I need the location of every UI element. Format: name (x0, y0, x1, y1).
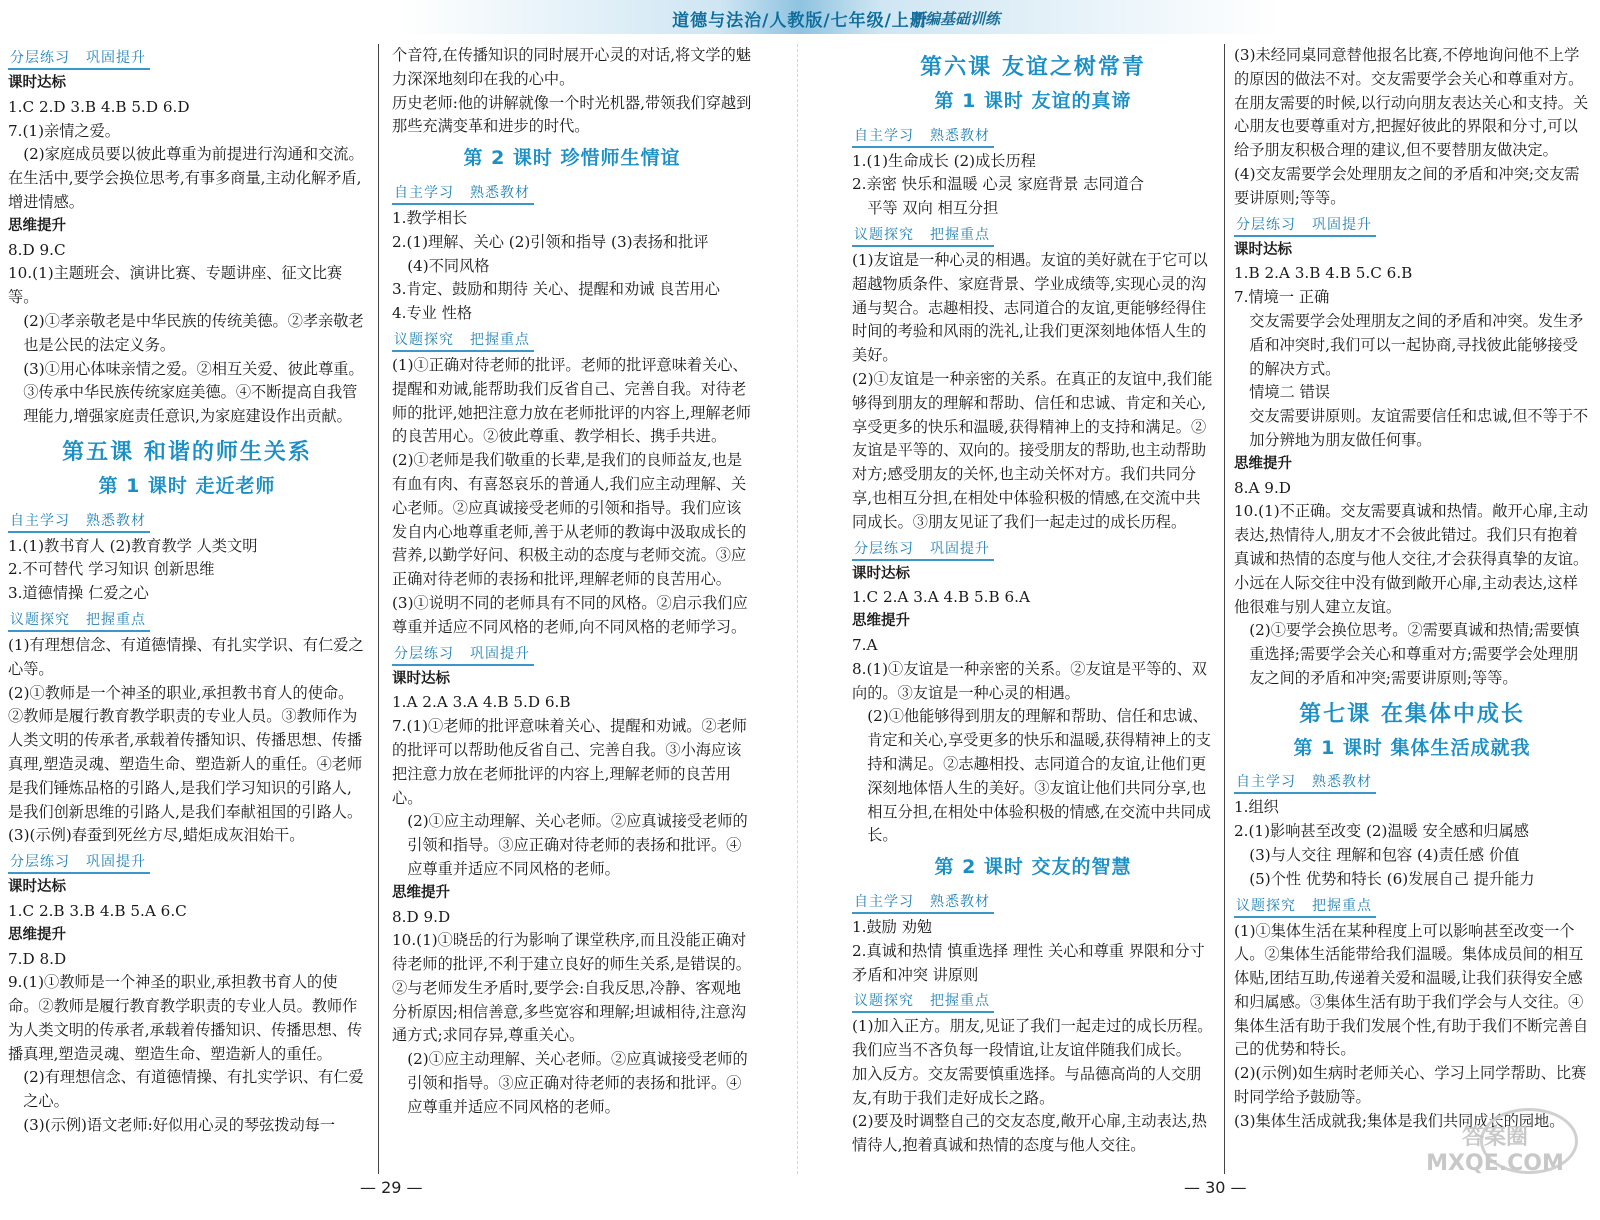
answer-line: (1)①正确对待老师的批评。老师的批评意味着关心、提醒和劝诫,能帮助我们反省自己、完善自我。对待老师的批评,她把注意力放在老师批评的内容上,理解老师的良苦用心。②彼此尊重、教学相长、携手共进。 (392, 355, 751, 446)
lesson-title: 第六课 友谊之树常青 (920, 55, 1146, 80)
section-label-sub: 巩固提升 (470, 645, 530, 662)
section-label-sub: 熟悉教材 (1312, 774, 1372, 791)
answer-line: (4)交友需要学会处理朋友之间的矛盾和冲突;交友需要讲原则;等等。 (1234, 164, 1580, 207)
section-label-sub: 巩固提升 (86, 50, 146, 66)
answer-line: (1)加入正方。朋友,见证了我们一起走过的成长历程。我们应当不吝负每一段情谊,让友谊伴随我们成长。 (852, 1017, 1213, 1060)
answer-line: (1)友谊是一种心灵的相遇。友谊的美好就在于它可以超越物质条件、家庭背景、学业成绩等,实现心灵的沟通与契合。志趣相投、志同道合的友谊,更能够经得住时间的考验和风雨的洗礼,让我们更深刻地体悟人生的美好。 (852, 250, 1208, 365)
answer-indented: (2)①孝亲敬老是中华民族的传统美德。②孝亲敬老也是公民的法定义务。 (23, 311, 364, 354)
answer-indented: 平等 双向 相互分担 (867, 199, 999, 218)
section-label-main: 议题探究 (10, 611, 70, 628)
section-label-main: 分层练习 (854, 540, 914, 557)
header-bar (0, 0, 1600, 34)
section-label (852, 892, 994, 914)
subsection-heading: 思维提升 (852, 613, 910, 630)
section-label (8, 48, 150, 70)
section-label (8, 610, 150, 632)
page-number-right: — 30 — (1184, 1178, 1247, 1197)
column-1 (8, 44, 366, 1138)
subsection-heading: 课时达标 (392, 670, 450, 687)
answer-line: 7.(1)亲情之爱。 (8, 121, 120, 140)
answer-indented: (3)与人交往 理解和包容 (4)责任感 价值 (1249, 845, 1520, 864)
answer-indented: (5)个性 优势和特长 (6)发展自己 提升能力 (1249, 869, 1535, 888)
period-title: 第 2 课时 珍惜师生情谊 (463, 147, 681, 170)
answer-line: (2)(示例)如生病时老师关心、学习上同学帮助、比赛时同学给予鼓励等。 (1234, 1064, 1587, 1107)
section-label-main: 自主学习 (10, 512, 70, 529)
answer-line: 8.(1)①友谊是一种亲密的关系。②友谊是平等的、双向的。③友谊是一种心灵的相遇。 (852, 659, 1207, 702)
section-label-sub: 熟悉教材 (930, 127, 990, 144)
section-label-row (8, 507, 366, 535)
answer-line: 8.D 9.C (8, 240, 66, 259)
answer-line: 个音符,在传播知识的同时展开心灵的对话,将文学的魅力深深地刻印在我的心中。 (392, 46, 751, 88)
answer-line: 7.(1)①老师的批评意味着关心、提醒和劝诫。②老师的批评可以帮助他反省自己、完善自我。③小海应该把注意力放在老师批评的内容上,理解老师的良苦用心。 (392, 717, 747, 807)
section-label-main: 议题探究 (854, 226, 914, 243)
subsection-heading: 思维提升 (392, 884, 450, 901)
section-label-sub: 巩固提升 (1312, 216, 1372, 233)
answer-indented: (2)①要学会换位思考。②需要真诚和热情;需要慎重选择;需要学会关心和尊重对方;需要学会处理朋友之间的矛盾和冲突;需要讲原则;等等。 (1249, 621, 1580, 687)
section-label (852, 539, 994, 561)
section-label (1234, 896, 1376, 918)
answer-line: 7.情境一 正确 (1234, 288, 1330, 307)
section-label-sub: 把握重点 (930, 226, 990, 243)
answer-line: 10.(1)主题班会、演讲比赛、专题讲座、征文比赛等。 (8, 264, 343, 307)
section-label-main: 分层练习 (1236, 216, 1296, 233)
period-title: 第 2 课时 交友的智慧 (934, 856, 1132, 879)
section-label-sub: 把握重点 (470, 331, 530, 348)
answer-line: (1)①集体生活在某种程度上可以影响甚至改变一个人。②集体生活能带给我们温暖。集体成员间的相互体贴,团结互助,传递着关爱和温暖,让我们获得安全感和归属感。③集体生活有助于我们学会与人交往。④集体生活有助于我们发展个性,有助于我们不断完善自己的优势和特长。 (1234, 921, 1589, 1059)
answer-line: (3)集体生活成就我;集体是我们共同成长的园地。 (1234, 1111, 1565, 1130)
answer-indented: 交友需要讲原则。友谊需要信任和忠诚,但不等于不加分辨地为朋友做任何事。 (1249, 407, 1589, 449)
answer-line: 10.(1)①晓岳的行为影响了课堂秩序,而且没能正确对待老师的批评,不利于建立良好的师生关系,是错误的。②与老师发生矛盾时,要学会:自我反思,冷静、客观地分析原因;相信善意,多些宽容和理解;坦诚相待,注意沟通方式;求同存异,尊重关心。 (392, 931, 751, 1045)
section-label (392, 183, 534, 205)
answer-line: 9.(1)①教师是一个神圣的职业,承担教书育人的使命。②教师是履行教育教学职责的专业人员。教师作为人类文明的传承者,承载着传播知识、传播思想、传播真理,塑造灵魂、塑造生命、塑造新人的重任。 (8, 973, 363, 1063)
section-label-main: 分层练习 (10, 854, 70, 871)
section-label-row (392, 640, 752, 668)
answer-line: 2.(1)影响甚至改变 (2)温暖 安全感和归属感 (1234, 822, 1529, 841)
section-label-row (1234, 768, 1590, 796)
section-label-main: 自主学习 (854, 127, 914, 144)
section-label-row (852, 221, 1214, 249)
answer-line: 1.组织 (1234, 798, 1279, 817)
answer-line: 10.(1)不正确。交友需要真诚和热情。敞开心扉,主动表达,热情待人,朋友才不会彼此错过。我们只有抱着真诚和热情的态度与他人交往,才会获得真挚的友谊。小远在人际交往中没有做到敞开心扉,主动表达,这样他很难与别人建立友谊。 (1234, 502, 1589, 616)
section-label-row (852, 122, 1214, 150)
section-label (852, 991, 994, 1013)
section-label-main: 议题探究 (1236, 897, 1296, 914)
answer-line: 1.B 2.A 3.B 4.B 5.C 6.B (1234, 264, 1413, 283)
answer-paragraph: (2)家庭成员要以彼此尊重为前提进行沟通和交流。在生活中,要学会换位思考,有事多商量,主动化解矛盾,增进情感。 (8, 145, 364, 211)
answer-indented: (2)①应主动理解、关心老师。②应真诚接受老师的引领和指导。③应正确对待老师的表扬和批评。④应尊重并适应不同风格的老师。 (407, 812, 748, 878)
answer-line: (2)①老师是我们敬重的长辈,是我们的良师益友,也是有血有肉、有喜怒哀乐的普通人,我们应主动理解、关心老师。②应真诚接受老师的引领和指导。我们应该发自内心地尊重老师,善于从老师的教诲中汲取成长的营养,以勤学好问、积极主动的态度与老师交流。③应正确对待老师的表扬和批评,理解老师的良苦用心。 (392, 451, 747, 589)
answer-line: 2.不可替代 学习知识 创新思维 (8, 560, 215, 579)
column-2 (392, 44, 752, 1120)
answer-indented: (2)①他能够得到朋友的理解和帮助、信任和忠诚、肯定和关心,享受更多的快乐和温暖,获得精神上的支持和满足。②志趣相投、志同道合的友谊,让他们更深刻地体悟人生的美好。③友谊让他们共同分享,也相互分担,在相处中体验积极的情感,在交流中共同成长。 (867, 707, 1211, 845)
answer-line: 1.C 2.B 3.B 4.B 5.A 6.C (8, 901, 187, 920)
section-label-main: 议题探究 (854, 993, 914, 1010)
section-label-sub: 巩固提升 (930, 540, 990, 557)
answer-indented: 情境二 错误 (1249, 383, 1330, 402)
section-label (8, 511, 150, 533)
page-number-left: — 29 — (360, 1178, 423, 1197)
section-label (1234, 772, 1376, 794)
header-series: 新编基础训练 (909, 10, 1000, 28)
header-title: 道德与法治/人教版/七年级/上册 (672, 11, 928, 31)
period-title: 第 1 课时 友谊的真谛 (934, 89, 1132, 112)
section-label-sub: 把握重点 (930, 993, 990, 1010)
section-label-sub: 熟悉教材 (86, 512, 146, 529)
answer-line: 4.专业 性格 (392, 304, 473, 323)
lesson-title: 第七课 在集体中成长 (1299, 701, 1525, 727)
answer-line: 2.亲密 快乐和温暖 心灵 家庭背景 志同道合 (852, 175, 1144, 194)
section-label-main: 自主学习 (854, 893, 914, 910)
answer-line: (1)有理想信念、有道德情操、有扎实学识、有仁爱之心等。 (8, 635, 364, 678)
answer-line: 2.(1)理解、关心 (2)引领和指导 (3)表扬和批评 (392, 232, 709, 251)
answer-line: 1.A 2.A 3.A 4.B 5.D 6.B (392, 693, 571, 712)
answer-line: (3)①说明不同的老师具有不同的风格。②启示我们应尊重并适应不同风格的老师,向不同风格的老师学习。 (392, 593, 748, 636)
column-divider (378, 44, 379, 1174)
answer-line: 8.A 9.D (1234, 478, 1291, 497)
section-label-main: 自主学习 (394, 184, 454, 201)
answer-line: 2.真诚和热情 慎重选择 理性 关心和尊重 界限和分寸 矛盾和冲突 讲原则 (852, 941, 1205, 984)
answer-indented: (4)不同风格 (407, 256, 490, 275)
answer-line: 3.道德情操 仁爱之心 (8, 584, 149, 603)
section-label-row (8, 44, 366, 72)
subsection-heading: 课时达标 (8, 75, 66, 91)
lesson-title: 第五课 和谐的师生关系 (62, 439, 312, 465)
section-label-main: 议题探究 (394, 331, 454, 348)
answer-line: 7.D 8.D (8, 949, 67, 968)
answer-line: (2)①教师是一个神圣的职业,承担教书育人的使命。②教师是履行教育教学职责的专业人员。③教师作为人类文明的传承者,承载着传播知识、传播思想、传播真理,塑造灵魂、塑造生命、塑造新人的重任。④老师是我们锤炼品格的引路人,是我们学习知识的引路人,是我们创新思维的引路人,是我们奉献祖国的引路人。 (8, 683, 363, 821)
section-label-main: 分层练习 (10, 50, 70, 66)
section-label (852, 225, 994, 247)
column-4 (1234, 44, 1590, 1134)
answer-line: 历史老师:他的讲解就像一个时光机器,带领我们穿越到那些充满变革和进步的时代。 (392, 93, 752, 136)
subsection-heading: 课时达标 (8, 879, 66, 896)
page-gutter (797, 44, 798, 1174)
answer-line: 1.教学相长 (392, 208, 468, 227)
period-title: 第 1 课时 集体生活成就我 (1293, 736, 1531, 759)
section-label-sub: 巩固提升 (86, 854, 146, 871)
subsection-heading: 思维提升 (8, 217, 66, 234)
answer-indented: (2)有理想信念、有道德情操、有扎实学识、有仁爱之心。 (23, 1068, 364, 1111)
section-label (392, 330, 534, 352)
section-label-row (852, 535, 1214, 563)
section-label-sub: 把握重点 (1312, 897, 1372, 914)
answer-line: 1.鼓励 劝勉 (852, 917, 933, 936)
section-label (392, 644, 534, 666)
section-label-row (392, 326, 752, 354)
answer-line: (3)未经同桌同意替他报名比赛,不停地询问他不上学的原因的做法不对。交友需要学会关心和尊重对方。在朋友需要的时候,以行动向朋友表达关心和支持。关心朋友也要尊重对方,把握好彼此的界限和分寸,可以给予朋友积极合理的建议,但不要替朋友做决定。 (1234, 46, 1589, 160)
section-label-row (1234, 211, 1590, 239)
answer-line: 8.D 9.D (392, 907, 451, 926)
answer-line: (2)要及时调整自己的交友态度,敞开心扉,主动表达,热情待人,抱着真诚和热情的态度与他人交往。 (852, 1112, 1207, 1155)
section-label-row (1234, 892, 1590, 920)
subsection-heading: 思维提升 (1234, 455, 1292, 472)
subsection-heading: 思维提升 (8, 926, 66, 943)
watermark: 答案圈 MXQE.COM (1426, 1125, 1564, 1176)
answer-line: 7.A (852, 635, 878, 654)
answer-line: 1.C 2.D 3.B 4.B 5.D 6.D (8, 97, 190, 116)
answer-indented: (3)①用心体味亲情之爱。②相互关爱、彼此尊重。③传承中华民族传统家庭美德。④不断提高自我管理能力,增强家庭责任意识,为家庭建设作出贡献。 (23, 359, 364, 426)
section-label-row (8, 848, 366, 876)
answer-line: 1.(1)教书育人 (2)教育教学 人类文明 (8, 536, 258, 555)
answer-line: 1.C 2.A 3.A 4.B 5.B 6.A (852, 588, 1030, 607)
column-divider (1224, 44, 1225, 1174)
answer-indented: (3)(示例)语文老师:好似用心灵的琴弦拨动每一 (23, 1116, 336, 1135)
section-label-main: 分层练习 (394, 645, 454, 662)
section-label-row (8, 606, 366, 634)
subsection-heading: 课时达标 (852, 565, 910, 582)
section-label (1234, 215, 1376, 237)
section-label-row (392, 179, 752, 207)
answer-indented: (2)①应主动理解、关心老师。②应真诚接受老师的引领和指导。③应正确对待老师的表扬和批评。④应尊重并适应不同风格的老师。 (407, 1050, 748, 1116)
answer-line: (2)①友谊是一种亲密的关系。在真正的友谊中,我们能够得到朋友的理解和帮助、信任和忠诚、肯定和关心,享受更多的快乐和温暖,获得精神上的支持和满足。②友谊是平等的、双向的。接受朋友的帮助,也主动帮助对方;感受朋友的关怀,也主动关怀对方。我们共同分享,也相互分担,在相处中体验积极的情感,在交流中共同成长。③朋友见证了我们一起走过的成长历程。 (852, 369, 1213, 531)
section-label-main: 自主学习 (1236, 774, 1296, 791)
section-label-row (852, 888, 1214, 916)
section-label-sub: 把握重点 (86, 611, 146, 628)
column-3 (852, 44, 1214, 1158)
subsection-heading: 课时达标 (1234, 241, 1292, 258)
answer-line: 3.肯定、鼓励和期待 关心、提醒和劝诫 良苦用心 (392, 280, 720, 299)
answer-line: (3)(示例)春蚕到死丝方尽,蜡炬成灰泪始干。 (8, 826, 305, 845)
period-title: 第 1 课时 走近老师 (98, 474, 276, 497)
section-label-sub: 熟悉教材 (470, 184, 530, 201)
section-label-sub: 熟悉教材 (930, 893, 990, 910)
section-label (8, 852, 150, 874)
section-label (852, 126, 994, 148)
section-label-row (852, 987, 1214, 1015)
answer-line: 1.(1)生命成长 (2)成长历程 (852, 151, 1036, 170)
answer-indented: 交友需要学会处理朋友之间的矛盾和冲突。发生矛盾和冲突时,我们可以一起协商,寻找彼此能够接受的解决方式。 (1249, 311, 1584, 378)
answer-line: 加入反方。交友需要慎重选择。与品德高尚的人交朋友,有助于我们走好成长之路。 (852, 1064, 1202, 1107)
